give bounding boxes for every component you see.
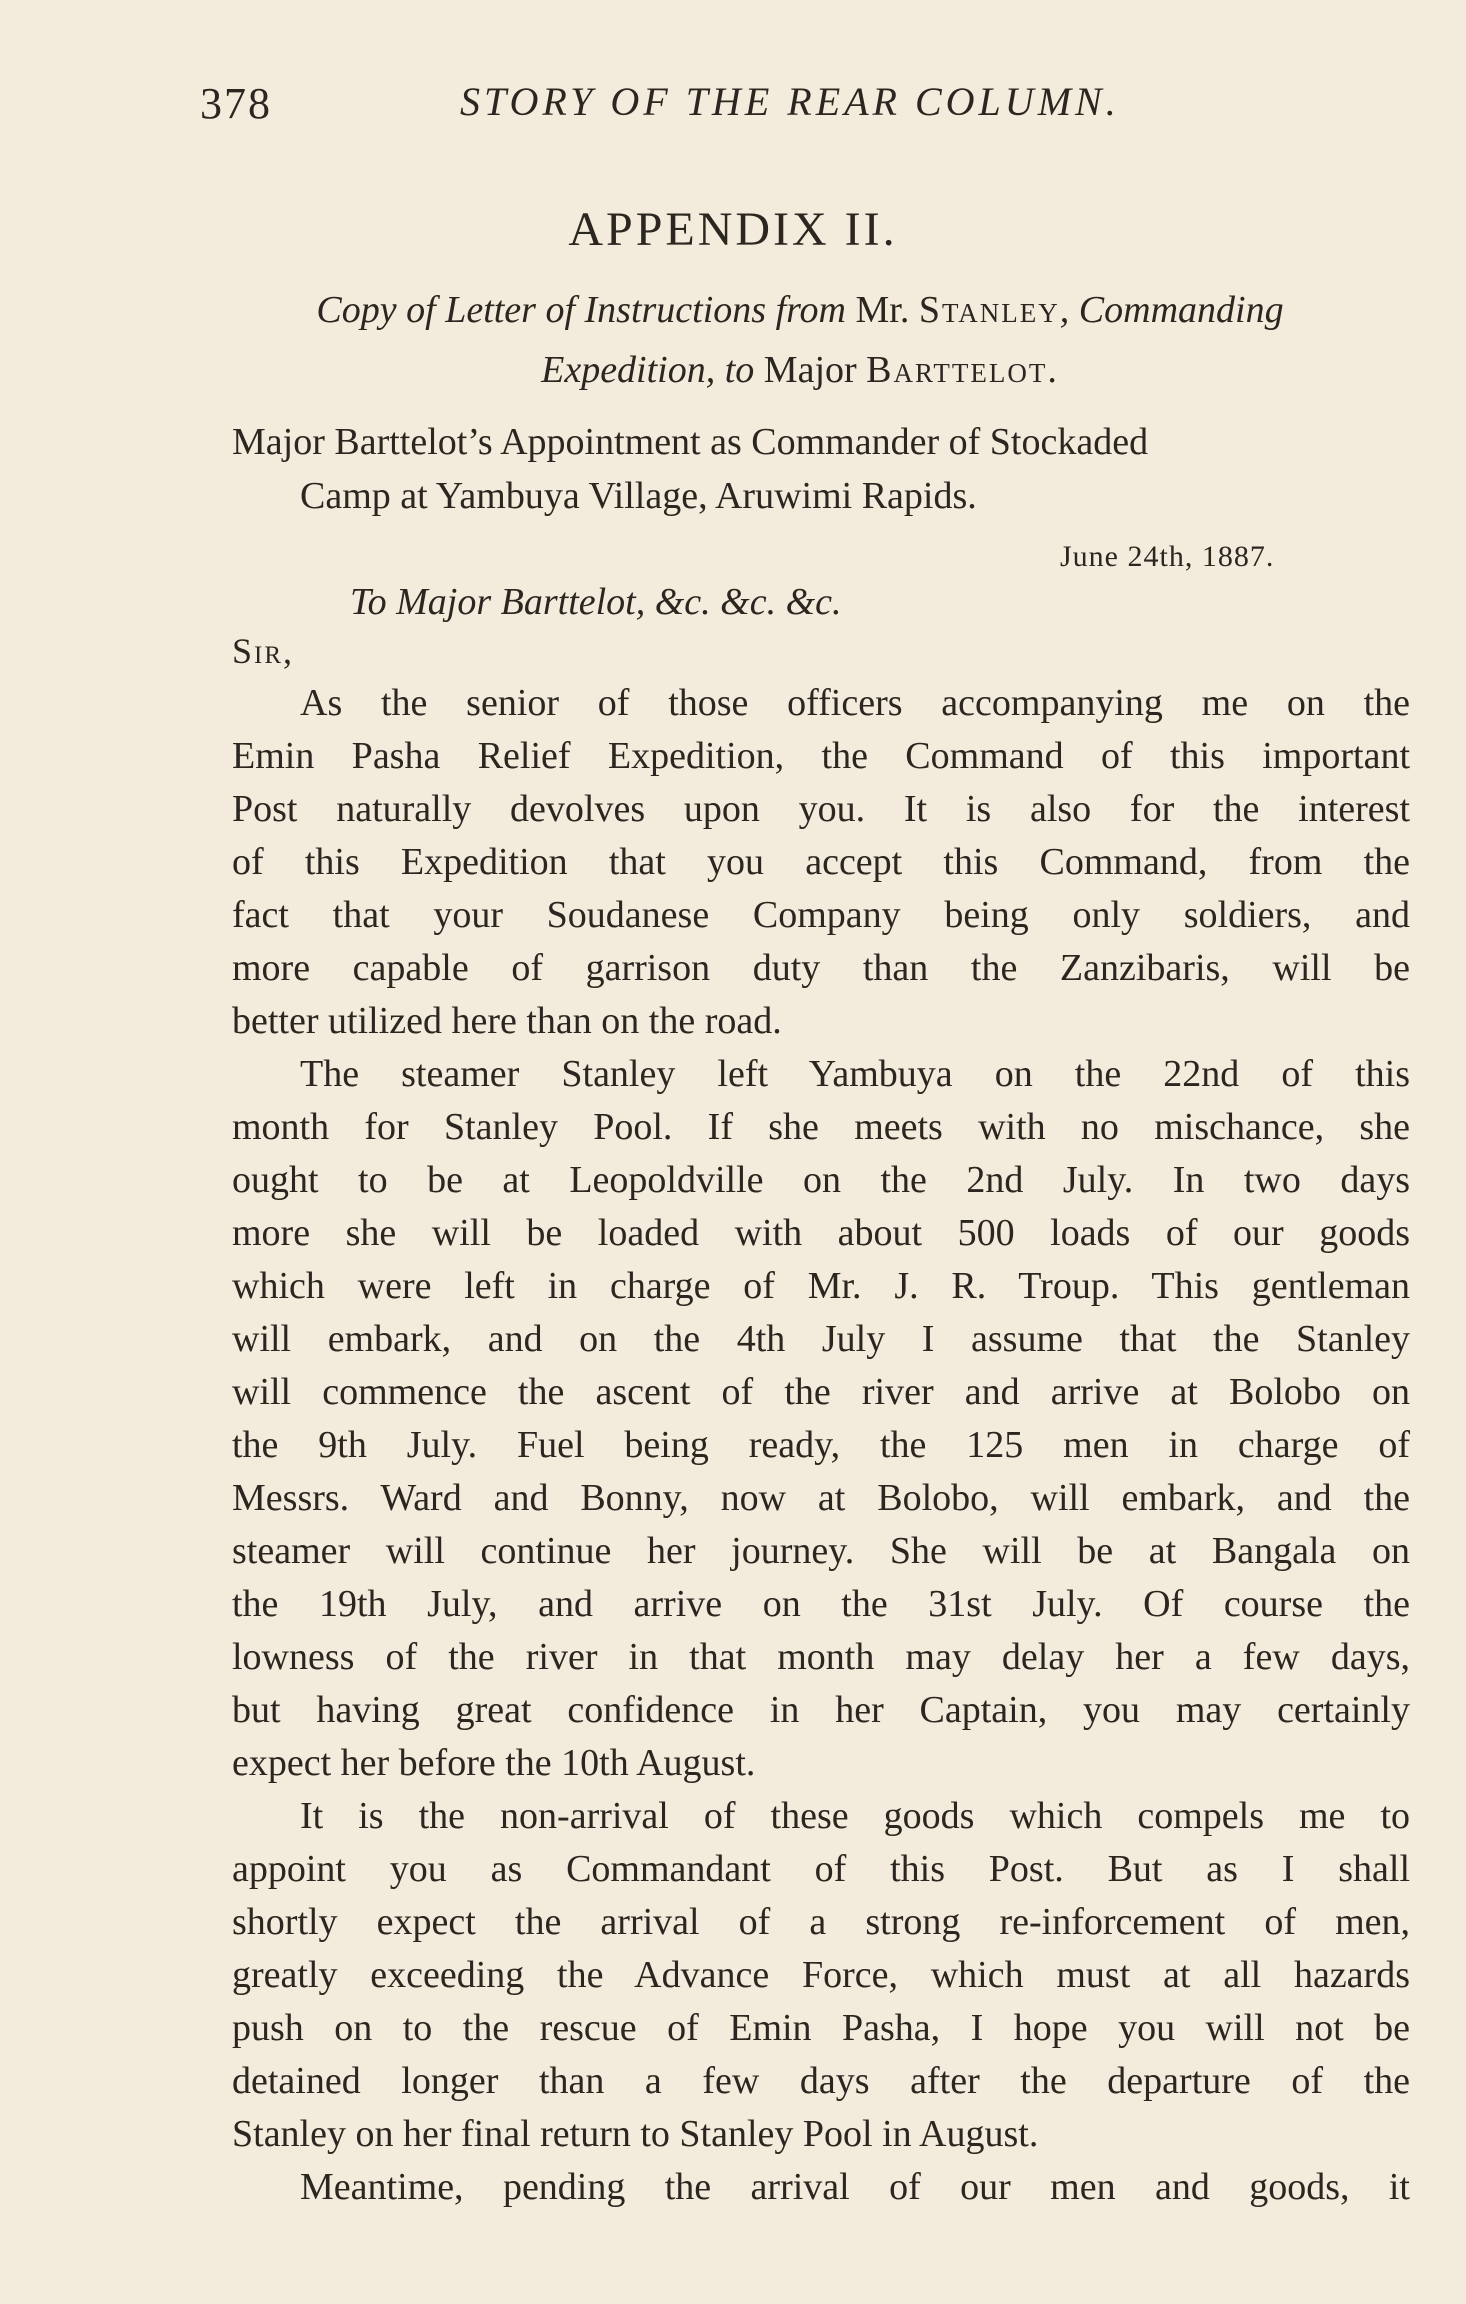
body-line: Meantime, pending the arrival of our men and goods, it [300,2166,1410,2208]
body-line: Stanley on her final return to Stanley Pool in August. [232,2113,1039,2155]
body-line: Post naturally devolves upon you. It is also for the interest [232,788,1410,830]
body-line: steamer will continue her journey. She will be at Bangala on [232,1530,1410,1572]
addressee-line: To Major Barttelot, &c. &c. &c. [350,581,842,623]
body-line: the 19th July, and arrive on the 31st July. Of course the [232,1583,1410,1625]
body-line: It is the non-arrival of these goods which compels me to [300,1795,1410,1837]
letter-date: June 24th, 1887. [1060,540,1275,573]
body-line: expect her before the 10th August. [232,1742,756,1784]
body-line: As the senior of those officers accompanying me on the [300,682,1410,724]
body-line: greatly exceeding the Advance Force, which must at all hazards [232,1954,1410,1996]
body-line: Messrs. Ward and Bonny, now at Bolobo, will embark, and the [232,1477,1410,1519]
subtitle-line-1 [200,288,1400,332]
subtitle-name-stanley: Stanley [918,289,1060,331]
body-line: appoint you as Commandant of this Post. But as I shall [232,1848,1410,1890]
subtitle-name-barttelot: Barttelot. [866,349,1059,391]
body-line: detained longer than a few days after the departure of the [232,2060,1410,2102]
body-line: The steamer Stanley left Yambuya on the 22nd of this [300,1053,1410,1095]
body-line: ought to be at Leopoldville on the 2nd July. In two days [232,1159,1410,1201]
page-number: 378 [200,79,272,128]
body-line: but having great confidence in her Captain, you may certainly [232,1689,1410,1731]
body-line: Emin Pasha Relief Expedition, the Command of this important [232,735,1410,777]
body-line: better utilized here than on the road. [232,1000,782,1042]
subtitle-expedition: Expedition, to [541,349,755,391]
body-line: more she will be loaded with about 500 loads of our goods [232,1212,1410,1254]
running-title: STORY OF THE REAR COLUMN. [460,79,1120,124]
body-line: push on to the rescue of Emin Pasha, I hope you will not be [232,2007,1410,2049]
subtitle-mr: Mr. [855,289,910,331]
running-head [200,78,1430,138]
body-line: will commence the ascent of the river and arrive at Bolobo on [232,1371,1410,1413]
appendix-heading: APPENDIX II. [568,203,898,256]
body-line: which were left in charge of Mr. J. R. Troup. This gentleman [232,1265,1410,1307]
subtitle-line-2 [200,348,1400,392]
appointment-line-2: Camp at Yambuya Village, Aruwimi Rapids. [300,475,977,517]
body-line: more capable of garrison duty than the Zanzibaris, will be [232,947,1410,989]
salutation: Sir, [232,631,295,671]
body-line: will embark, and on the 4th July I assume that the Stanley [232,1318,1410,1360]
body-line: month for Stanley Pool. If she meets with no mischance, she [232,1106,1410,1148]
subtitle-text: Copy of Letter of Instructions from [316,289,846,331]
body-line: shortly expect the arrival of a strong re-inforcement of men, [232,1901,1410,1943]
subtitle-major: Major [763,349,857,391]
body-line: of this Expedition that you accept this Command, from the [232,841,1410,883]
body-line: lowness of the river in that month may delay her a few days, [232,1636,1410,1678]
subtitle-commanding: , Commanding [1059,289,1284,331]
body-line: the 9th July. Fuel being ready, the 125 men in charge of [232,1424,1410,1466]
body-line: fact that your Soudanese Company being only soldiers, and [232,894,1410,936]
appointment-line-1: Major Barttelot’s Appointment as Commander of Stockaded [232,421,1149,463]
